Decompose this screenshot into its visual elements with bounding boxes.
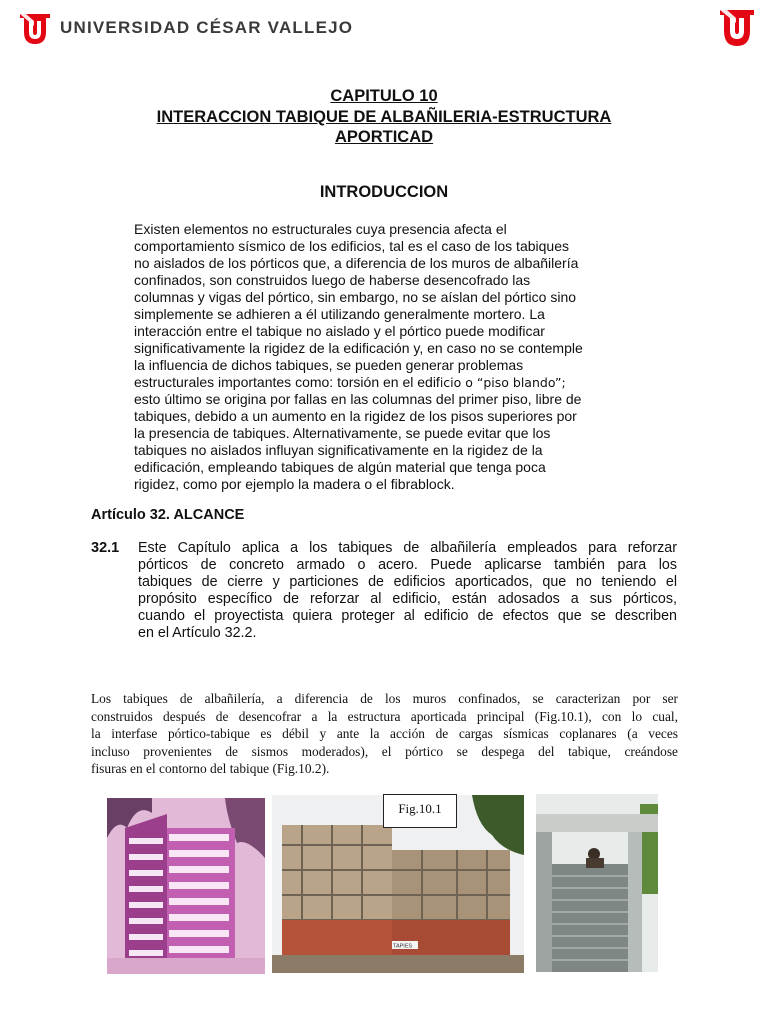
text-line: edificación, empleando tabiques de algún material que tenga poca bbox=[134, 459, 546, 475]
text-line: cuando el proyectista quiera proteger al edificio de efectos que se describen bbox=[138, 608, 677, 624]
text-line: en el Artículo 32.2. bbox=[138, 625, 257, 641]
figure-caption: Fig.10.1 bbox=[383, 794, 457, 828]
text-line: pórticos de concreto armado o acero. Puede aplicarse también para los bbox=[138, 557, 677, 573]
text-line: Existen elementos no estructurales cuya presencia afecta el bbox=[134, 221, 507, 237]
text-fragment: estructurales importantes como: torsión en el edif bbox=[134, 374, 440, 390]
university-name: UNIVERSIDAD CÉSAR VALLEJO bbox=[60, 18, 354, 37]
text-line: simplemente se adhieren a él utilizando generalmente mortero. La bbox=[134, 306, 545, 322]
text-line: Los tabiques de albañilería, a diferencia de los muros confinados, se caracterizan por ser bbox=[91, 691, 678, 706]
text-line: confinados, son construidos luego de haberse desencofrado las bbox=[134, 272, 531, 288]
introduction-body bbox=[134, 221, 634, 493]
text-line: la influencia de dichos tabiques, se pueden generar problemas bbox=[134, 357, 524, 373]
sign-text: TAPIES bbox=[393, 943, 413, 950]
article-number: 32.1 bbox=[91, 540, 120, 556]
text-fragment-alt-font: icio o “piso blando”; bbox=[439, 375, 566, 390]
article-heading: Artículo 32. ALCANCE bbox=[91, 507, 245, 523]
text-line bbox=[134, 374, 634, 391]
text-line: la interfase pórtico-tabique es débil y ante la acción de cargas sísmicas coplanares (a veces bbox=[91, 726, 678, 741]
text-line: incluso provenientes de sismos moderados), el pórtico se despega del tabique, creándose bbox=[91, 743, 678, 759]
page-header bbox=[0, 0, 768, 56]
text-line: comportamiento sísmico de los edificios, tal es el caso de los tabiques bbox=[134, 238, 569, 254]
article-body bbox=[138, 540, 677, 642]
text-line: tabiques, debido a un aumento en la rigidez de los pisos superiores por bbox=[134, 408, 577, 424]
ucv-logo-icon bbox=[718, 8, 756, 48]
ucv-logo-icon bbox=[18, 12, 52, 46]
text-line: interacción entre el tabique no aislado y el pórtico puede modificar bbox=[134, 323, 545, 339]
body-paragraph bbox=[91, 690, 678, 778]
text-line: Este Capítulo aplica a los tabiques de albañilería empleados para reforzar bbox=[138, 540, 677, 556]
wall-frame-photo bbox=[536, 794, 658, 972]
text-line: esto último se origina por fallas en las columnas del primer piso, libre de bbox=[134, 391, 582, 407]
text-line: tabiques no aislados influyan significativamente en la rigidez de la bbox=[134, 442, 543, 458]
chapter-title: INTERACCION TABIQUE DE ALBAÑILERIA-ESTRUCTURA bbox=[156, 108, 612, 126]
text-line: rigidez, como por ejemplo la madera o el fibrablock. bbox=[134, 476, 455, 492]
chapter-title-continued: APORTICAD bbox=[334, 128, 434, 146]
text-line: no aislados de los pórticos que, a diferencia de los muros de albañilería bbox=[134, 255, 579, 271]
text-line: construidos después de desencofrar a la estructura aporticada principal (Fig.10.1), con lo cual, bbox=[91, 708, 678, 724]
text-line: significativamente la rigidez de la edificación y, en caso no se contemple bbox=[134, 340, 583, 356]
chapter-number: CAPITULO 10 bbox=[330, 87, 438, 105]
text-line: tabiques de cierre y particiones de edificios aporticados, que no teniendo el bbox=[138, 574, 677, 590]
building-photo-1 bbox=[107, 798, 265, 974]
text-line: columnas y vigas del pórtico, sin embargo, no se aíslan del pórtico sino bbox=[134, 289, 577, 305]
introduction-heading: INTRODUCCION bbox=[319, 183, 449, 201]
text-line: propósito específico de reforzar al edificio, están adosados a sus pórticos, bbox=[138, 591, 677, 607]
text-line: fisuras en el contorno del tabique (Fig.10.2). bbox=[91, 761, 330, 776]
text-line: la presencia de tabiques. Alternativamente, se puede evitar que los bbox=[134, 425, 551, 441]
